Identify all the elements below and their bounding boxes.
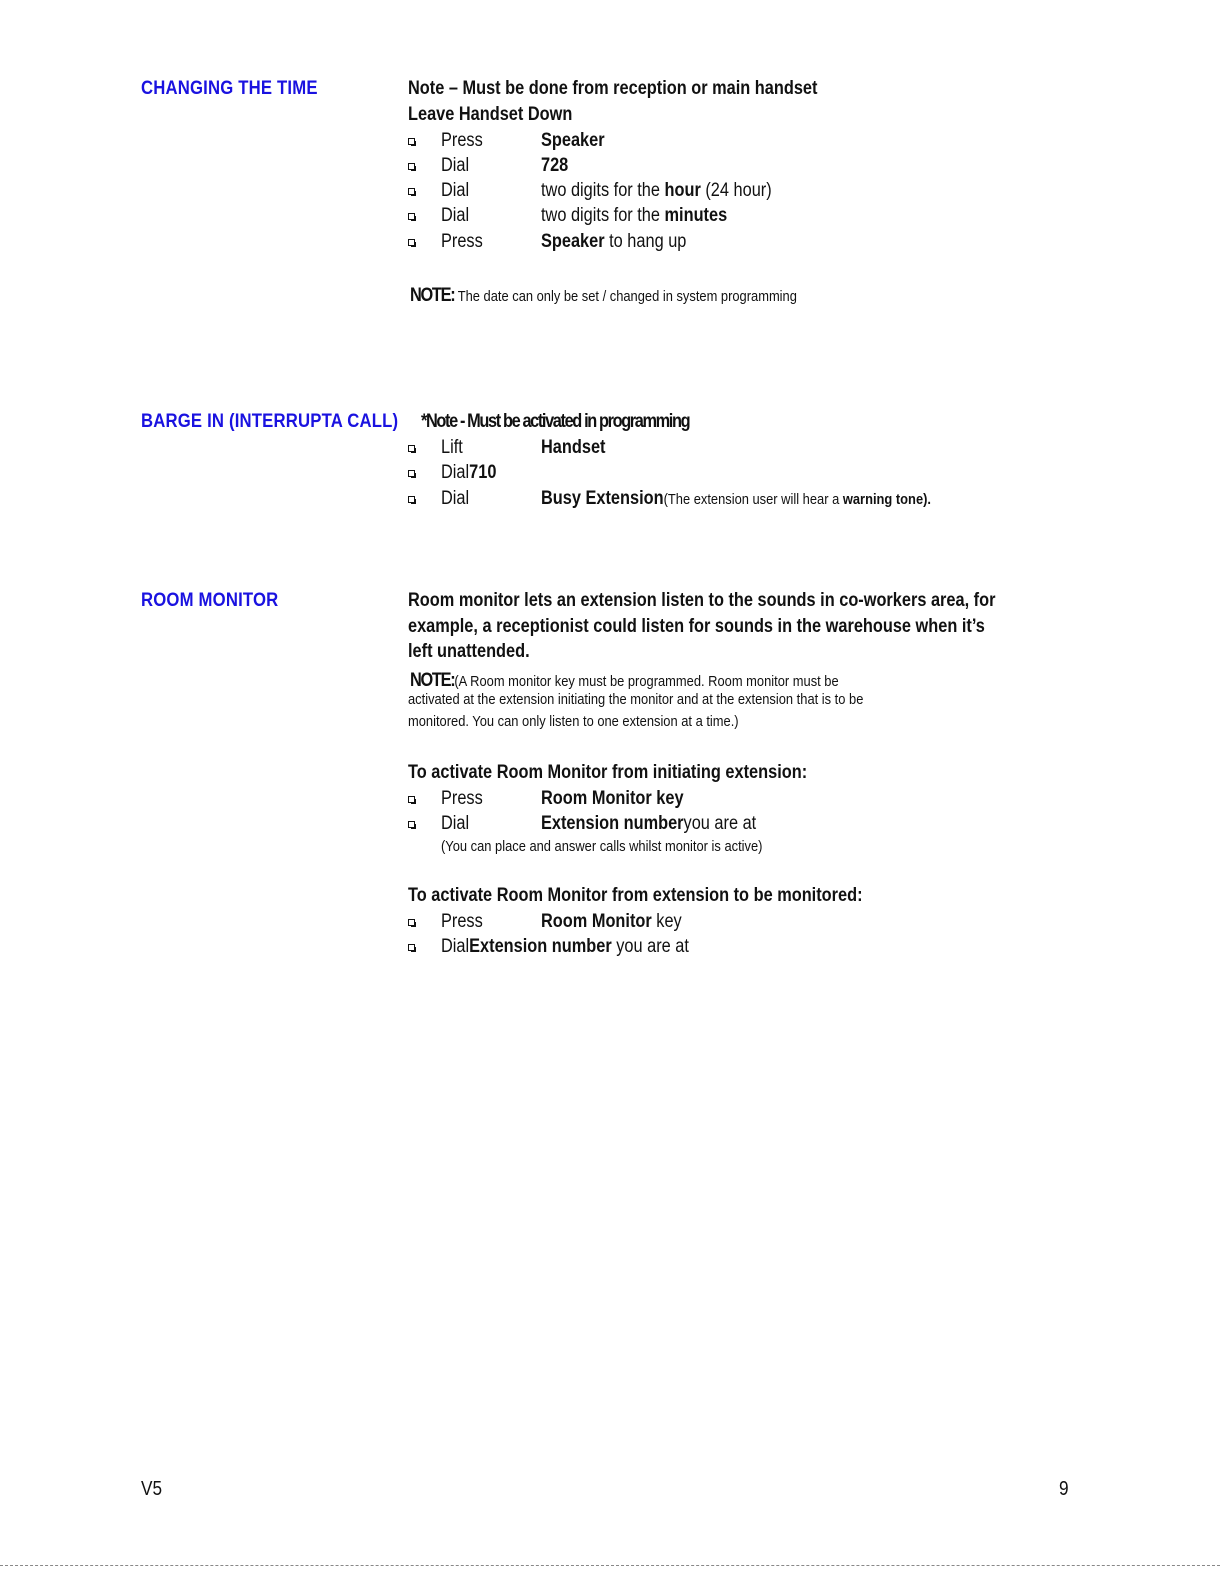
step-object: Extension numberyou are at	[541, 813, 757, 834]
checkbox-bullet-icon	[408, 188, 415, 195]
initiating-hint: (You can place and answer calls whilst monitor is active)	[441, 838, 763, 855]
checkbox-bullet-icon	[408, 239, 415, 246]
checkbox-bullet-icon	[408, 821, 415, 828]
checkbox-bullet-icon	[408, 944, 415, 951]
checkbox-bullet-icon	[408, 138, 415, 145]
checkbox-bullet-icon	[408, 470, 415, 477]
step-object: Handset	[541, 437, 606, 458]
room-monitor-intro-line: left unattended.	[408, 641, 530, 662]
step-verb: Dial	[441, 205, 470, 226]
footer-version: V5	[141, 1478, 163, 1500]
checkbox-bullet-icon	[408, 496, 415, 503]
page-bottom-divider	[0, 1565, 1220, 1566]
barge-in-note: *Note - Must be activated in programming	[421, 411, 690, 432]
step-object: Room Monitor key	[541, 788, 684, 809]
step-object: 728	[541, 155, 569, 176]
room-monitor-intro-line: Room monitor lets an extension listen to the sounds in co-workers area, for	[408, 590, 996, 611]
step-verb: Dial	[441, 813, 470, 834]
step-verb: DialExtension number you are at	[441, 936, 689, 957]
step-verb: Press	[441, 130, 483, 151]
checkbox-bullet-icon	[408, 796, 415, 803]
checkbox-bullet-icon	[408, 163, 415, 170]
footer-page-number: 9	[1059, 1478, 1069, 1500]
checkbox-bullet-icon	[408, 919, 415, 926]
step-object: Speaker to hang up	[541, 231, 687, 252]
checkbox-bullet-icon	[408, 213, 415, 220]
section-heading-barge-in: BARGE IN (INTERRUPTA CALL)	[141, 411, 399, 432]
step-verb: Dial	[441, 488, 470, 509]
room-monitor-note-line: monitored. You can only listen to one extension at a time.)	[408, 713, 739, 730]
step-verb: Press	[441, 231, 483, 252]
section-heading-room-monitor: ROOM MONITOR	[141, 590, 279, 611]
changing-time-leave-handset: Leave Handset Down	[408, 104, 573, 125]
step-verb: Dial	[441, 155, 470, 176]
step-verb: Dial710	[441, 462, 497, 483]
room-monitor-note-line: NOTE:(A Room monitor key must be programmed. Room monitor must be	[410, 670, 839, 691]
step-object: two digits for the minutes	[541, 205, 728, 226]
changing-time-note: Note – Must be done from reception or main handset	[408, 78, 818, 99]
step-verb: Press	[441, 911, 483, 932]
step-object: Room Monitor key	[541, 911, 682, 932]
step-object: Speaker	[541, 130, 605, 151]
initiating-extension-title: To activate Room Monitor from initiating extension:	[408, 762, 808, 783]
step-object: Busy Extension(The extension user will hear a warning tone).	[541, 488, 931, 509]
room-monitor-intro-line: example, a receptionist could listen for sounds in the warehouse when it’s	[408, 616, 985, 637]
section-heading-changing-time: CHANGING THE TIME	[141, 78, 318, 99]
room-monitor-note-line: activated at the extension initiating the monitor and at the extension that is to be	[408, 691, 864, 708]
changing-time-footnote: NOTE: The date can only be set / changed in system programming	[410, 285, 797, 306]
step-verb: Lift	[441, 437, 463, 458]
monitored-extension-title: To activate Room Monitor from extension to be monitored:	[408, 885, 863, 906]
checkbox-bullet-icon	[408, 445, 415, 452]
step-object: two digits for the hour (24 hour)	[541, 180, 772, 201]
step-verb: Dial	[441, 180, 470, 201]
step-verb: Press	[441, 788, 483, 809]
